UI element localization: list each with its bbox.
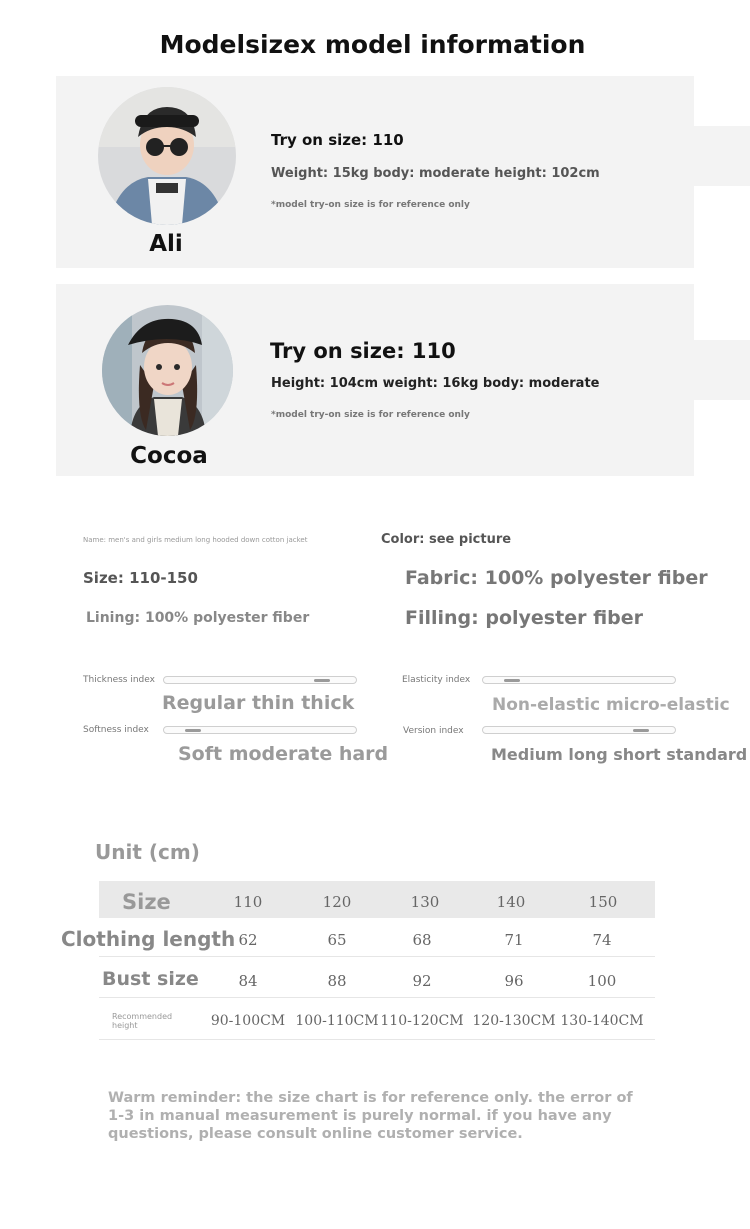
size-header-cell: 150 — [588, 893, 618, 911]
reminder-line: questions, please consult online customer service. — [108, 1126, 523, 1142]
model-tryon-size: Try on size: 110 — [271, 131, 404, 149]
reminder-line: Warm reminder: the size chart is for reference only. the error of — [108, 1090, 633, 1106]
softness-index-marker — [185, 729, 201, 732]
table-cell: 65 — [327, 931, 347, 949]
card-side-tab — [694, 126, 750, 186]
model-name-cocoa: Cocoa — [130, 443, 208, 469]
product-color: Color: see picture — [381, 532, 512, 547]
size-header-cell: 120 — [322, 893, 352, 911]
product-name: Name: men's and girls medium long hooded down cotton jacket — [83, 536, 308, 544]
product-fabric: Fabric: 100% polyester fiber — [405, 567, 708, 589]
table-cell: 90-100CM — [210, 1013, 286, 1029]
size-header-cell: 130 — [410, 893, 440, 911]
table-row-divider — [99, 956, 655, 957]
row-label-line: Recommended — [112, 1012, 173, 1021]
table-cell: 84 — [238, 972, 258, 990]
product-lining: Lining: 100% polyester fiber — [86, 610, 310, 626]
warm-reminder — [108, 1089, 668, 1143]
softness-index-scale: Soft moderate hard — [178, 743, 389, 765]
model-name-ali: Ali — [149, 231, 183, 257]
version-index-label: Version index — [403, 726, 464, 736]
model-stats: Height: 104cm weight: 16kg body: moderate — [271, 376, 600, 391]
reminder-line: 1-3 in manual measurement is purely normal. if you have any — [108, 1108, 612, 1124]
table-cell: 62 — [238, 931, 258, 949]
version-index-marker — [633, 729, 649, 732]
version-index-gauge — [482, 726, 676, 734]
size-header-cell: 110 — [233, 893, 263, 911]
table-cell: 110-120CM — [380, 1013, 464, 1029]
table-cell: 68 — [412, 931, 432, 949]
table-row-divider — [99, 1039, 655, 1040]
table-cell: 92 — [412, 972, 432, 990]
size-table-unit: Unit (cm) — [95, 840, 200, 864]
elasticity-index-label: Elasticity index — [402, 675, 471, 685]
table-cell: 71 — [504, 931, 524, 949]
size-header-cell: 140 — [496, 893, 526, 911]
thickness-index-scale: Regular thin thick — [162, 692, 355, 714]
model-photo-ali — [98, 87, 236, 225]
row-label-bust-size: Bust size — [102, 968, 199, 990]
version-index-scale: Medium long short standard — [491, 745, 748, 764]
elasticity-index-scale: Non-elastic micro-elastic — [492, 695, 730, 715]
table-cell: 130-140CM — [560, 1013, 644, 1029]
model-note: *model try-on size is for reference only — [271, 200, 470, 210]
model-note: *model try-on size is for reference only — [271, 410, 470, 420]
row-label-line: height — [112, 1021, 138, 1030]
table-cell: 100 — [587, 972, 617, 990]
thickness-index-label: Thickness index — [83, 675, 155, 685]
table-cell: 120-130CM — [472, 1013, 556, 1029]
table-cell: 74 — [592, 931, 612, 949]
product-filling: Filling: polyester fiber — [405, 607, 644, 629]
table-cell: 88 — [327, 972, 347, 990]
thickness-index-marker — [314, 679, 330, 682]
model-stats: Weight: 15kg body: moderate height: 102cm — [271, 166, 600, 181]
elasticity-index-gauge — [482, 676, 676, 684]
product-size-range: Size: 110-150 — [83, 569, 198, 587]
size-header-label: Size — [122, 890, 171, 914]
thickness-index-gauge — [163, 676, 357, 684]
page-title: Modelsizex model information — [159, 30, 586, 59]
model-tryon-size: Try on size: 110 — [270, 339, 456, 363]
softness-index-gauge — [163, 726, 357, 734]
row-label-recommended-height — [112, 1012, 172, 1030]
softness-index-label: Softness index — [83, 725, 149, 735]
model-photo-cocoa — [102, 305, 233, 436]
card-side-tab — [694, 340, 750, 400]
table-row-divider — [99, 997, 655, 998]
table-cell: 96 — [504, 972, 524, 990]
elasticity-index-marker — [504, 679, 520, 682]
table-cell: 100-110CM — [295, 1013, 379, 1029]
row-label-clothing-length: Clothing length — [61, 927, 236, 951]
